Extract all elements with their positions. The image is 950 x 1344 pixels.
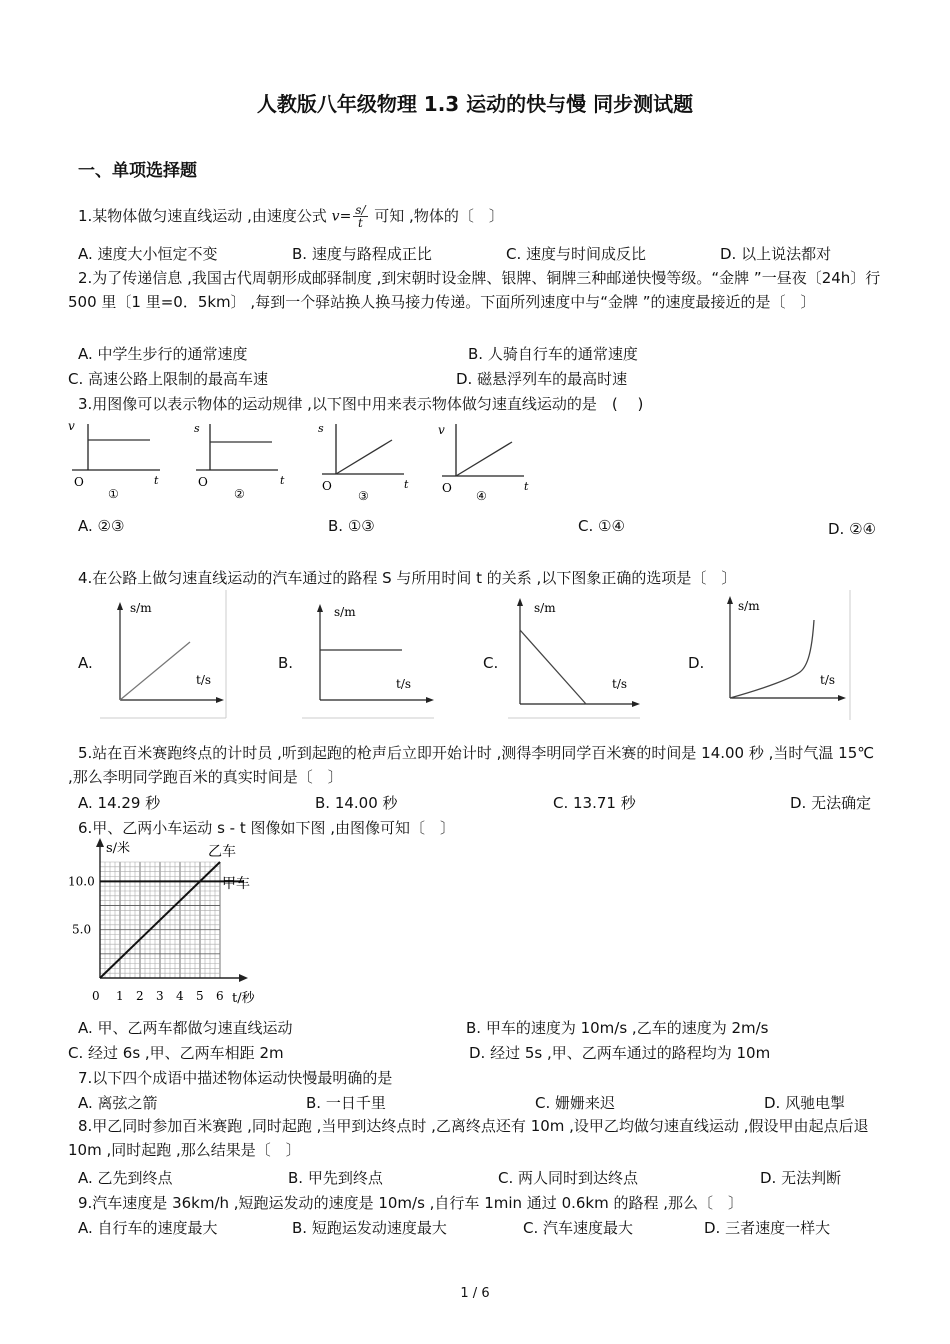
y-arrow [727, 596, 733, 604]
q7-option-b[interactable]: B. 一日千里 [306, 1094, 386, 1112]
x-axis-label: t/秒 [232, 991, 255, 1006]
q2-option-d[interactable]: D. 磁悬浮列车的最高时速 [456, 370, 628, 388]
y-arrow [317, 604, 323, 612]
q8-option-c[interactable]: C. 两人同时到达终点 [498, 1169, 639, 1187]
x-axis-label: t [404, 478, 409, 491]
q6-option-d[interactable]: D. 经过 5s ,甲、乙两车通过的路程均为 10m [469, 1044, 771, 1062]
q4-graph-c [508, 598, 640, 718]
x-tick-5: 5 [196, 989, 204, 1003]
x-arrow [216, 697, 224, 703]
x-tick-0: 0 [92, 989, 100, 1003]
q5-option-a[interactable]: A. 14.29 秒 [78, 794, 161, 812]
origin-label: O [442, 481, 452, 495]
q7-option-d[interactable]: D. 风驰电掣 [764, 1094, 846, 1112]
q4-graph-d [727, 590, 850, 720]
x-arrow [426, 697, 434, 703]
q1-option-b[interactable]: B. 速度与路程成正比 [292, 245, 432, 263]
graph-caption: ② [234, 487, 245, 501]
y-arrow [117, 602, 123, 610]
q2-option-b[interactable]: B. 人骑自行车的通常速度 [468, 345, 638, 363]
q2-option-c[interactable]: C. 高速公路上限制的最高车速 [68, 370, 269, 388]
q9-option-c[interactable]: C. 汽车速度最大 [523, 1219, 634, 1237]
series-label-jia: 甲车 [222, 876, 250, 892]
q6-option-a[interactable]: A. 甲、乙两车都做匀速直线运动 [78, 1019, 293, 1037]
y-arrow [517, 598, 523, 606]
series-label-yi: 乙车 [208, 844, 236, 860]
q5-option-d[interactable]: D. 无法确定 [790, 794, 872, 812]
y-arrow [96, 838, 104, 847]
x-axis-label: t/s [396, 677, 412, 691]
y-axis-label: s/米 [106, 841, 131, 856]
q7-option-a[interactable]: A. 离弦之箭 [78, 1094, 158, 1112]
q8-option-a[interactable]: A. 乙先到终点 [78, 1169, 173, 1187]
q1-option-c[interactable]: C. 速度与时间成反比 [506, 245, 647, 263]
plot-curve [730, 620, 814, 698]
q3-graph-2 [194, 422, 285, 501]
x-arrow [632, 701, 640, 707]
q3-graph-1 [68, 419, 160, 501]
q3-option-b[interactable]: B. ①③ [328, 517, 375, 535]
question-9-stem: 9.汽车速度是 36km/h ,短跑运发动的速度是 10m/s ,自行车 1min 通过 0.6km 的路程 ,那么〔 〕 [78, 1194, 744, 1212]
q1-option-d[interactable]: D. 以上说法都对 [720, 245, 832, 263]
question-2-stem: 2.为了传递信息 ,我国古代周朝形成邮驿制度 ,到宋朝时设金牌、银牌、铜牌三种邮递快慢等级。“金牌 ”一昼夜〔24h〕行 500 里〔1 里=0．5km〕 ,每到一个驿站换人换马接力传递。下面所列速度中与“金牌 ”的速度最接近的是〔 〕 [68, 269, 881, 311]
origin-label: O [74, 475, 84, 489]
question-6-stem: 6.甲、乙两小车运动 s - t 图像如下图 ,由图像可知〔 〕 [78, 819, 456, 837]
plot-line [336, 440, 392, 474]
q8-option-b[interactable]: B. 甲先到终点 [288, 1169, 383, 1187]
y-axis-label: v [68, 419, 75, 433]
x-tick-3: 3 [156, 989, 164, 1003]
y-axis-label: s [194, 422, 200, 435]
x-tick-4: 4 [176, 989, 184, 1003]
q4-option-a-label[interactable]: A. [78, 654, 93, 672]
q4-graphs [96, 590, 856, 724]
plot-line [120, 642, 190, 700]
q9-option-b[interactable]: B. 短跑运发动速度最大 [292, 1219, 447, 1237]
x-axis-label: t/s [820, 673, 836, 687]
origin-label: O [322, 479, 332, 493]
question-3-stem: 3.用图像可以表示物体的运动规律 ,以下图中用来表示物体做匀速直线运动的是 ( ) [78, 395, 644, 413]
y-tick-5: 5.0 [72, 922, 92, 937]
q3-graphs [64, 418, 544, 508]
q4-option-d-label[interactable]: D. [688, 654, 705, 672]
section-heading: 一、单项选择题 [78, 161, 197, 181]
page-title: 人教版八年级物理 1.3 运动的快与慢 同步测试题 [256, 92, 694, 116]
y-axis-label: s/m [534, 601, 556, 615]
x-axis-label: t/s [196, 673, 212, 687]
q3-option-d[interactable]: D. ②④ [828, 520, 876, 538]
x-axis-label: t/s [612, 677, 628, 691]
q5-option-b[interactable]: B. 14.00 秒 [315, 794, 398, 812]
x-arrow [239, 974, 248, 982]
q3-graph-3 [318, 422, 409, 503]
x-axis-label: t [154, 474, 159, 487]
y-tick-10: 10.0 [68, 874, 95, 889]
q6-option-c[interactable]: C. 经过 6s ,甲、乙两车相距 2m [68, 1044, 284, 1062]
plot-line [520, 630, 586, 704]
q6-st-chart [64, 838, 284, 1010]
question-5-stem: 5.站在百米赛跑终点的计时员 ,听到起跑的枪声后立即开始计时 ,测得李明同学百米赛的时间是 14.00 秒 ,当时气温 15℃ ,那么李明同学跑百米的真实时间是〔 〕 [68, 744, 875, 786]
origin-label: O [198, 475, 208, 489]
x-tick-1: 1 [116, 989, 124, 1003]
q4-graph-b [302, 604, 434, 718]
graph-caption: ④ [476, 489, 487, 503]
y-axis-label: s/m [130, 601, 152, 615]
q4-option-c-label[interactable]: C. [483, 654, 499, 672]
question-4-stem: 4.在公路上做匀速直线运动的汽车通过的路程 S 与所用时间 t 的关系 ,以下图象正确的选项是〔 〕 [78, 569, 737, 587]
q4-option-b-label[interactable]: B. [278, 654, 294, 672]
x-axis-label: t [280, 474, 285, 487]
x-tick-6: 6 [216, 989, 224, 1003]
page-number: 1 / 6 [460, 1286, 490, 1301]
question-7-stem: 7.以下四个成语中描述物体运动快慢最明确的是 [78, 1069, 393, 1087]
plot-line [456, 442, 512, 476]
q8-option-d[interactable]: D. 无法判断 [760, 1169, 842, 1187]
graph-caption: ① [108, 487, 119, 501]
q1-option-a[interactable]: A. 速度大小恒定不变 [78, 245, 218, 263]
q2-option-a[interactable]: A. 中学生步行的通常速度 [78, 345, 248, 363]
q3-graph-4 [438, 423, 529, 503]
graph-caption: ③ [358, 489, 369, 503]
x-tick-2: 2 [136, 989, 144, 1003]
q9-option-d[interactable]: D. 三者速度一样大 [704, 1219, 831, 1237]
y-axis-label: s [318, 422, 324, 435]
x-arrow [838, 695, 846, 701]
speed-formula: v= $\frac{s/}{t}$ [331, 203, 366, 230]
question-8-stem: 8.甲乙同时参加百米赛跑 ,同时起跑 ,当甲到达终点时 ,乙离终点还有 10m ,设甲乙均做匀速直线运动 ,假设甲由起点后退 10m ,同时起跑 ,那么结果是〔 〕 [68, 1117, 869, 1159]
y-axis-label: v [438, 423, 445, 437]
q3-option-c[interactable]: C. ①④ [578, 517, 625, 535]
q6-option-b[interactable]: B. 甲车的速度为 10m/s ,乙车的速度为 2m/s [466, 1019, 769, 1037]
question-1-stem: 1.某物体做匀速直线运动 ,由速度公式 v= $\frac{s/}{t}$ 可知 ,物体的〔 〕 [78, 203, 504, 230]
q7-option-c[interactable]: C. 姗姗来迟 [535, 1094, 616, 1112]
x-axis-label: t [524, 480, 529, 493]
q9-option-a[interactable]: A. 自行车的速度最大 [78, 1219, 218, 1237]
q4-graph-a [100, 590, 226, 718]
y-axis-label: s/m [738, 599, 760, 613]
q5-option-c[interactable]: C. 13.71 秒 [553, 794, 636, 812]
q3-option-a[interactable]: A. ②③ [78, 517, 125, 535]
y-axis-label: s/m [334, 605, 356, 619]
